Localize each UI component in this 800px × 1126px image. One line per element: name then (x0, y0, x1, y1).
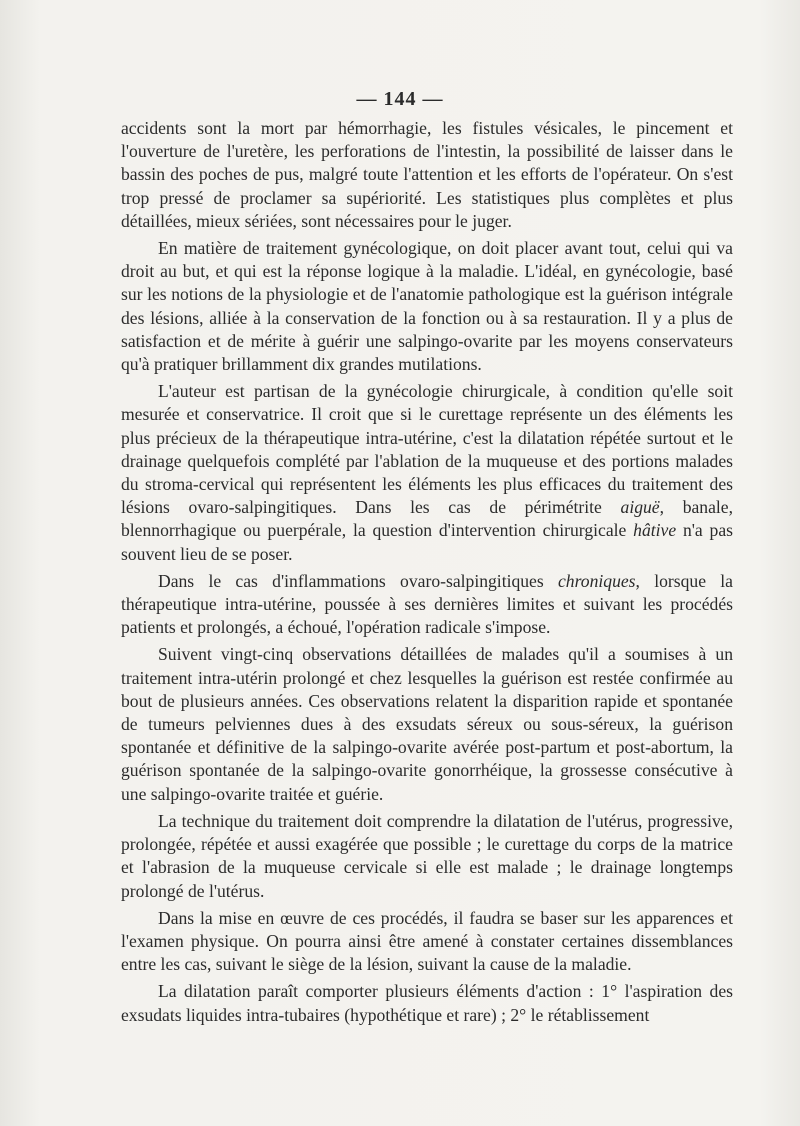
italic-term: hâtive (633, 520, 677, 541)
paragraph-2 (121, 237, 733, 376)
paragraph-1 (121, 117, 733, 233)
paragraph-text: La technique du traitement doit comprendre la dilatation de l'utérus, progressive, prolongée, répétée et aussi exagérée que possible ; le curettage du corps de la matrice et l'abrasion de la muqueuse cervicale si elle est malade ; le drainage longtemps prolongé de l'utérus. (121, 810, 733, 901)
paragraph-8 (121, 980, 733, 1026)
page-number: — 144 — (356, 88, 444, 110)
body-text (121, 117, 733, 1027)
italic-term: aiguë (620, 497, 660, 518)
paragraph-text: En matière de traitement gynécologique, on doit placer avant tout, celui qui va droit au but, et qui est la réponse logique à la maladie. L'idéal, en gynécologie, basé sur les notions de la physiologie et de l'anatomie pathologique est la guérison intégrale des lésions, alliée à la conservation de la fonction ou à sa restauration. Il y a plus de satisfaction et de mérite à guérir une salpingo-ovarite par les moyens conservateurs qu'à pratiquer brillamment dix grandes mutilations. (121, 238, 733, 375)
italic-term: chroniques (558, 570, 636, 591)
paragraph-text: Dans le cas d'inflammations ovaro-salpingitiques (158, 570, 558, 591)
paragraph-text: , banale, blennorrhagique ou puerpérale, la question d'intervention chirurgicale (121, 497, 733, 541)
paragraph-text: Suivent vingt-cinq observations détaillées de malades qu'il a soumises à un traitement intra-utérin prolongé et chez lesquelles la guérison est restée confirmée au bout de plusieurs années. Ces observations relatent la disparition rapide et spontanée de tumeurs pelviennes dues à des exsudats séreux ou sous-séreux, la guérison spontanée et définitive de la salpingo-ovarite avérée post-partum et post-abortum, la guérison spontanée de la salpingo-ovarite gonorrhéique, la grossesse consécutive à une salpingo-ovarite traitée et guérie. (121, 644, 733, 804)
paragraph-text: n'a pas souvent lieu de se poser. (121, 520, 733, 564)
paragraph-3 (121, 380, 733, 566)
paragraph-text: Dans la mise en œuvre de ces procédés, il faudra se baser sur les apparences et l'examen physique. On pourra ainsi être amené à constater certaines dissemblances entre les cas, suivant le siège de la lésion, suivant la cause de la maladie. (121, 907, 733, 975)
paragraph-5 (121, 643, 733, 805)
paragraph-7 (121, 907, 733, 977)
paragraph-text: L'auteur est partisan de la gynécologie chirurgicale, à condition qu'elle soit mesurée et conservatrice. Il croit que si le curettage représente un des éléments les plus précieux de la thérapeutique intra-utérine, c'est la dilatation répétée surtout et le drainage quelquefois complété par l'ablation de la muqueuse et des portions malades du stroma-cervical qui représentent les éléments les plus efficaces du traitement des lésions ovaro-salpingitiques. Dans les cas de périmétrite (121, 381, 733, 518)
paragraph-4 (121, 570, 733, 640)
paragraph-6 (121, 810, 733, 903)
paragraph-text: La dilatation paraît comporter plusieurs éléments d'action : 1° l'aspiration des exsudats liquides intra-tubaires (hypothétique et rare) ; 2° le rétablissement (121, 981, 733, 1025)
paragraph-text: , lorsque la thérapeutique intra-utérine, poussée à ses dernières limites et suivant les procédés patients et prolongés, a échoué, l'opération radicale s'impose. (121, 570, 733, 638)
paragraph-text: accidents sont la mort par hémorrhagie, les fistules vésicales, le pincement et l'ouverture de l'uretère, les perforations de l'intestin, la possibilité de laisser dans le bassin des poches de pus, malgré toute l'attention et les efforts de l'opérateur. On s'est trop pressé de proclamer sa supériorité. Les statistiques plus complètes et plus détaillées, mieux sériées, sont nécessaires pour le juger. (121, 118, 733, 231)
